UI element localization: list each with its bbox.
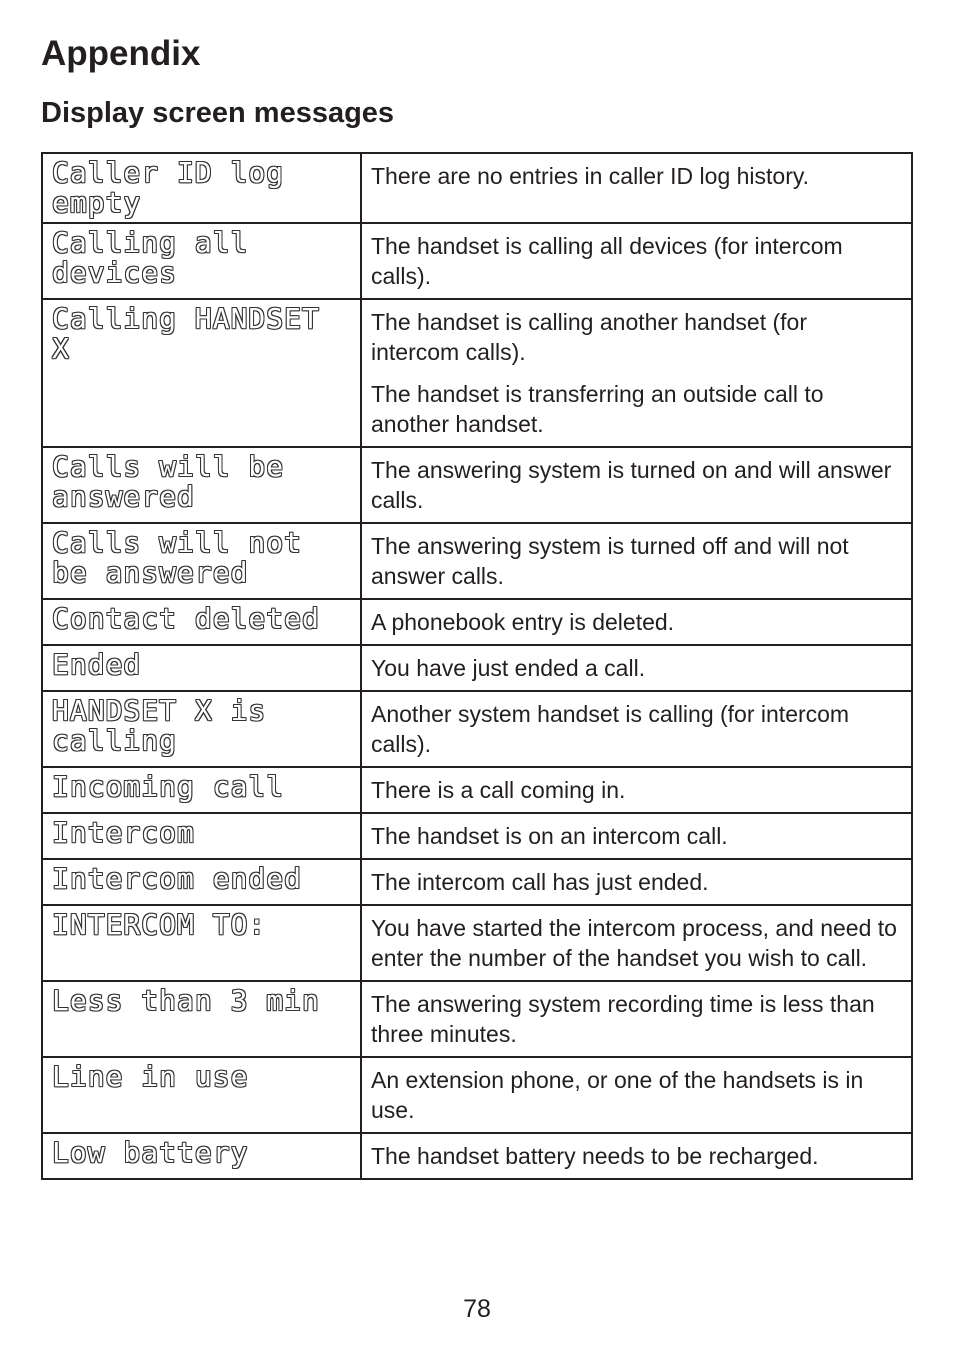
message-cell [42,153,361,223]
display-message-text: Calling all devices [52,226,249,289]
table-row [42,523,912,599]
description-cell [361,767,912,813]
description-text: The handset is on an intercom call. [371,823,728,849]
display-message-text: Line in use [52,1060,249,1093]
description-cell [361,599,912,645]
message-cell [42,1133,361,1179]
table-row [42,153,912,223]
description-cell [361,447,912,523]
message-cell [42,691,361,767]
description-cell [361,523,912,599]
description-text: Another system handset is calling (for intercom calls). [371,701,850,757]
message-cell [42,981,361,1057]
description-cell [361,153,912,223]
description-text: The handset is calling another handset (for intercom calls). [371,309,807,365]
table-row [42,645,912,691]
display-message-text: Calls will be answered [52,450,285,513]
description-text: You have just ended a call. [371,655,646,681]
display-message-text: Intercom [52,816,195,849]
display-message-text: INTERCOM TO: [52,908,267,941]
display-message-text: Calling HANDSET X [52,302,320,365]
display-message-text: Low battery [52,1136,249,1169]
description-cell [361,905,912,981]
description-text: The handset battery needs to be recharged. [371,1143,819,1169]
table-row [42,691,912,767]
description-text: The answering system recording time is less than three minutes. [371,991,875,1047]
page-title: Appendix [41,34,201,73]
table-row [42,905,912,981]
description-text: An extension phone, or one of the handsets is in use. [371,1067,864,1123]
description-text: There are no entries in caller ID log history. [371,163,810,189]
table-row [42,223,912,299]
display-message-text: Incoming call [52,770,285,803]
table-row [42,767,912,813]
description-text: The intercom call has just ended. [371,869,709,895]
display-message-text: Ended [52,648,142,681]
message-cell [42,905,361,981]
message-cell [42,523,361,599]
description-text: A phonebook entry is deleted. [371,609,675,635]
table-row [42,599,912,645]
description-text: The handset is transferring an outside call to another handset. [371,381,824,437]
section-title: Display screen messages [41,97,395,129]
display-messages-table [41,152,913,1180]
description-text: The answering system is turned on and will answer calls. [371,457,892,513]
description-cell [361,1057,912,1133]
table-row [42,859,912,905]
description-text: There is a call coming in. [371,777,626,803]
table-row [42,1057,912,1133]
description-cell [361,223,912,299]
message-cell [42,447,361,523]
message-cell [42,223,361,299]
message-cell [42,1057,361,1133]
display-message-text: Less than 3 min [52,984,320,1017]
description-cell [361,859,912,905]
description-cell [361,813,912,859]
table-body [42,153,912,1179]
display-message-text: Calls will not be answered [52,526,303,589]
description-text: The handset is calling all devices (for intercom calls). [371,233,843,289]
table-row [42,981,912,1057]
description-text: The answering system is turned off and will not answer calls. [371,533,849,589]
page-number: 78 [463,1295,491,1323]
description-cell [361,981,912,1057]
display-message-text: HANDSET X is calling [52,694,267,757]
description-cell [361,1133,912,1179]
table-row [42,447,912,523]
description-cell [361,691,912,767]
message-cell [42,813,361,859]
description-text: You have started the intercom process, and need to enter the number of the handset you wish to call. [371,915,897,971]
display-message-text: Caller ID log empty [52,156,285,219]
table-row [42,1133,912,1179]
display-message-text: Contact deleted [52,602,320,635]
message-cell [42,767,361,813]
message-cell [42,645,361,691]
message-cell [42,859,361,905]
message-cell [42,299,361,447]
table-row [42,813,912,859]
table-row [42,299,912,447]
description-cell [361,645,912,691]
message-cell [42,599,361,645]
display-message-text: Intercom ended [52,862,303,895]
description-cell [361,299,912,447]
